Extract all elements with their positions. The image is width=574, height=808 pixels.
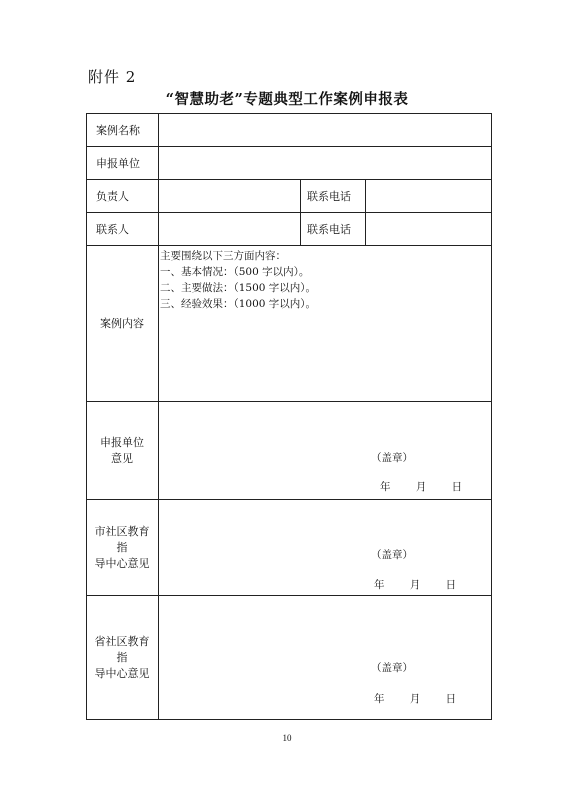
province-center-opinion-field[interactable] — [159, 596, 492, 720]
contact-phone-field[interactable] — [366, 213, 492, 246]
city-center-opinion-label: 市社区教育指 导中心意见 — [86, 500, 159, 596]
case-name-label: 案例名称 — [86, 113, 159, 147]
leader-field[interactable] — [159, 180, 301, 213]
form-title: “智慧助老”专题典型工作案例申报表 — [165, 91, 409, 108]
content-line-practice: 二、主要做法：（1500 字以内）。 — [160, 282, 317, 294]
city-seal-text: （盖章） — [371, 549, 413, 561]
case-content-field[interactable] — [159, 246, 492, 402]
province-seal-text: （盖章） — [371, 662, 413, 674]
content-line-intro: 主要围绕以下三方面内容： — [160, 250, 286, 262]
case-name-field[interactable] — [159, 113, 492, 147]
unit-date-text: 年 月 日 — [380, 481, 463, 493]
unit-seal-text: （盖章） — [371, 452, 413, 464]
leader-label: 负责人 — [86, 180, 159, 213]
city-date-text: 年 月 日 — [374, 579, 457, 591]
contact-field[interactable] — [159, 213, 301, 246]
attachment-label: 附件 2 — [88, 68, 137, 86]
unit-opinion-label: 申报单位 意见 — [86, 402, 159, 500]
page-number: 10 — [282, 733, 292, 743]
application-form-table — [86, 113, 492, 720]
province-center-opinion-label: 省社区教育指 导中心意见 — [86, 596, 159, 720]
contact-label: 联系人 — [86, 213, 159, 246]
province-date-text: 年 月 日 — [374, 693, 457, 705]
city-center-opinion-field[interactable] — [159, 500, 492, 596]
unit-opinion-field[interactable] — [159, 402, 492, 500]
content-line-effect: 三、经验效果：（1000 字以内）。 — [160, 298, 317, 310]
leader-phone-field[interactable] — [366, 180, 492, 213]
unit-label: 申报单位 — [86, 147, 159, 180]
content-line-basic: 一、基本情况：（500 字以内）。 — [160, 266, 310, 278]
case-content-label: 案例内容 — [86, 246, 159, 402]
contact-phone-label: 联系电话 — [301, 213, 366, 246]
leader-phone-label: 联系电话 — [301, 180, 366, 213]
unit-field[interactable] — [159, 147, 492, 180]
